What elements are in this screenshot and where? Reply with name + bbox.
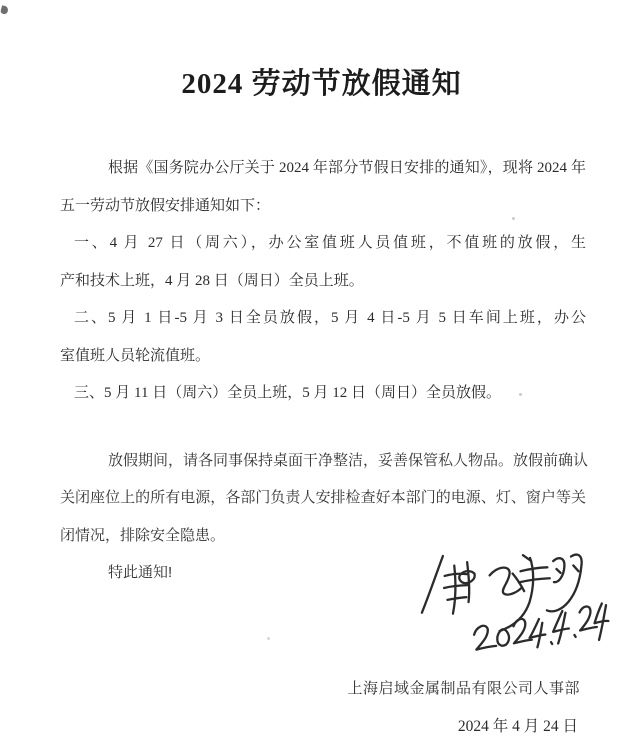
text-line: 五一劳动节放假安排通知如下： bbox=[60, 197, 271, 214]
text-line: 二、5 月 1 日-5 月 3 日全员放假，5 月 4 日-5 月 5 日车间上班，办公 bbox=[74, 310, 586, 326]
item-paragraph bbox=[60, 225, 586, 300]
signature-ink bbox=[410, 546, 618, 671]
footer-date: 2024 年 4 月 24 日 bbox=[457, 718, 578, 735]
intro-paragraph bbox=[60, 150, 586, 225]
text-line: 闭情况，排除安全隐患。 bbox=[60, 526, 226, 544]
item-paragraph bbox=[60, 300, 586, 375]
text-line: 特此通知! bbox=[108, 564, 173, 581]
document-body bbox=[60, 150, 589, 592]
text-line: 产和技术上班，4 月 28 日（周日）全员上班。 bbox=[60, 272, 364, 289]
text-line: 三、5 月 11 日（周六）全员上班，5 月 12 日（周日）全员放假。 bbox=[74, 385, 501, 401]
text-line: 一、4 月 27 日（周六），办公室值班人员值班，不值班的放假，生 bbox=[74, 235, 586, 251]
text-line: 放假期间，请各同事保持桌面干净整洁，妥善保管私人物品。放假前确认 bbox=[108, 451, 589, 469]
handwritten-signature bbox=[410, 546, 618, 671]
footer-department: 上海启域金属制品有限公司人事部 bbox=[347, 680, 580, 697]
scan-speck bbox=[267, 637, 270, 640]
scan-corner-mark bbox=[0, 5, 9, 15]
notice-paragraph bbox=[60, 442, 589, 555]
item-paragraph bbox=[60, 375, 586, 413]
text-line: 关闭座位上的所有电源，各部门负责人安排检查好本部门的电源、灯、窗户等关 bbox=[60, 489, 586, 506]
text-line: 根据《国务院办公厅关于 2024 年部分节假日安排的通知》，现将 2024 年 bbox=[108, 160, 586, 176]
text-line: 室值班人员轮流值班。 bbox=[60, 347, 211, 364]
page-title: 2024 劳动节放假通知 bbox=[181, 68, 462, 100]
